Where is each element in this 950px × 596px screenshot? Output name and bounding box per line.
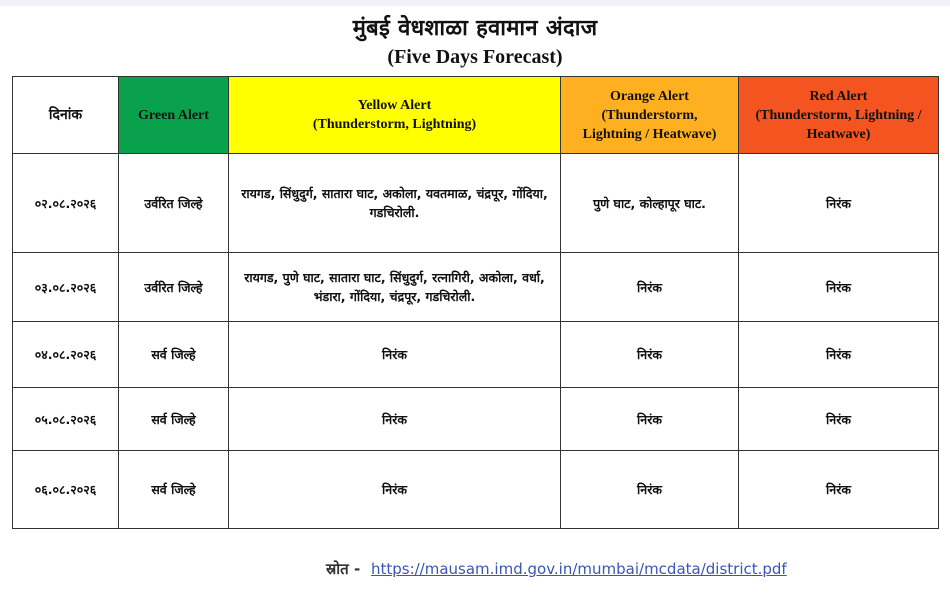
header-yellow-subtitle: (Thunderstorm, Lightning) — [312, 117, 477, 132]
forecast-table — [12, 76, 939, 529]
table-row — [13, 154, 939, 253]
table-row — [13, 451, 939, 529]
date-cell: ०३.०८.२०२६ — [13, 253, 119, 322]
header-orange-subtitle-2: Lightning / Heatwave) — [582, 126, 717, 142]
header-orange-alert — [561, 77, 739, 154]
red-alert-cell: निरंक — [739, 388, 939, 451]
date-cell: ०४.०८.२०२६ — [13, 322, 119, 388]
source-label: स्रोत - — [326, 560, 361, 578]
orange-alert-cell: निरंक — [561, 253, 739, 322]
green-alert-cell: उर्वरित जिल्हे — [119, 154, 229, 253]
source-link[interactable]: https://mausam.imd.gov.in/mumbai/mcdata/district.pdf — [370, 560, 787, 578]
orange-alert-cell: निरंक — [561, 388, 739, 451]
yellow-alert-cell: रायगड, सिंधुदुर्ग, सातारा घाट, अकोला, यवतमाळ, चंद्रपूर, गोंदिया, गडचिरोली. — [229, 154, 561, 253]
header-red-subtitle-2: Heatwave) — [806, 126, 871, 142]
yellow-alert-cell: रायगड, पुणे घाट, सातारा घाट, सिंधुदुर्ग, रत्नागिरी, अकोला, वर्धा, भंडारा, गोंदिया, चंद्रपूर, गडचिरोली. — [229, 253, 561, 322]
red-alert-cell: निरंक — [739, 451, 939, 529]
table-row — [13, 253, 939, 322]
date-cell: ०५.०८.२०२६ — [13, 388, 119, 451]
header-red-alert — [739, 77, 939, 154]
red-alert-cell: निरंक — [739, 253, 939, 322]
source-line — [326, 559, 787, 579]
yellow-alert-cell: निरंक — [229, 388, 561, 451]
orange-alert-cell: पुणे घाट, कोल्हापूर घाट. — [561, 154, 739, 253]
table-row — [13, 322, 939, 388]
top-strip — [0, 0, 950, 6]
header-green-alert: Green Alert — [119, 77, 229, 154]
table-header-row — [13, 77, 939, 154]
orange-alert-cell: निरंक — [561, 451, 739, 529]
header-yellow-alert — [229, 77, 561, 154]
header-orange-title: Orange Alert — [610, 88, 689, 104]
header-red-title: Red Alert — [809, 88, 868, 104]
red-alert-cell: निरंक — [739, 322, 939, 388]
header-date: दिनांक — [13, 77, 119, 154]
green-alert-cell: सर्व जिल्हे — [119, 322, 229, 388]
date-cell: ०६.०८.२०२६ — [13, 451, 119, 529]
page-subtitle: (Five Days Forecast) — [387, 46, 563, 68]
green-alert-cell: सर्व जिल्हे — [119, 451, 229, 529]
header-yellow-title: Yellow Alert — [357, 98, 432, 113]
green-alert-cell: सर्व जिल्हे — [119, 388, 229, 451]
yellow-alert-cell: निरंक — [229, 451, 561, 529]
orange-alert-cell: निरंक — [561, 322, 739, 388]
red-alert-cell: निरंक — [739, 154, 939, 253]
date-cell: ०२.०८.२०२६ — [13, 154, 119, 253]
table-row — [13, 388, 939, 451]
header-orange-subtitle-1: (Thunderstorm, — [601, 107, 698, 123]
yellow-alert-cell: निरंक — [229, 322, 561, 388]
header-red-subtitle-1: (Thunderstorm, Lightning / — [755, 107, 922, 123]
green-alert-cell: उर्वरित जिल्हे — [119, 253, 229, 322]
page-title: मुंबई वेधशाळा हवामान अंदाज — [352, 16, 598, 41]
